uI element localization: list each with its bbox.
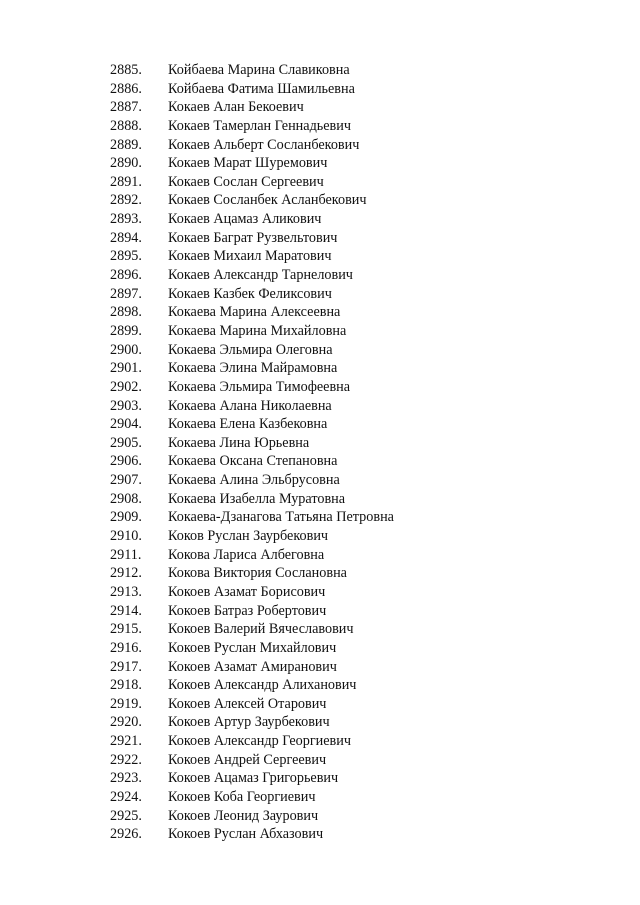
entry-name: Кокаева Оксана Степановна <box>168 453 338 470</box>
list-item <box>110 322 610 341</box>
list-item <box>110 546 610 565</box>
entry-number: 2902. <box>110 378 142 395</box>
entry-name: Кокаева-Дзанагова Татьяна Петровна <box>168 509 394 526</box>
entry-number: 2901. <box>110 360 142 377</box>
entry-number: 2916. <box>110 639 142 656</box>
entry-number: 2895. <box>110 248 142 265</box>
list-item <box>110 471 610 490</box>
entry-number: 2914. <box>110 602 142 619</box>
entry-name: Кокоев Александр Алиханович <box>168 677 357 694</box>
entry-name: Кокаева Алина Эльбрусовна <box>168 472 340 489</box>
list-item <box>110 751 610 770</box>
list-item <box>110 303 610 322</box>
entry-number: 2907. <box>110 472 142 489</box>
entry-name: Кокаева Эльмира Олеговна <box>168 341 333 358</box>
entry-name: Кокоев Артур Заурбекович <box>168 714 330 731</box>
list-item <box>110 769 610 788</box>
entry-name: Кокоев Леонид Заурович <box>168 807 319 824</box>
list-item <box>110 658 610 677</box>
entry-number: 2912. <box>110 565 142 582</box>
entry-number: 2900. <box>110 341 142 358</box>
entry-number: 2913. <box>110 583 142 600</box>
list-item <box>110 713 610 732</box>
entry-name: Кокоев Азамат Борисович <box>168 583 326 600</box>
list-item <box>110 602 610 621</box>
entry-name: Кокаева Марина Алексеевна <box>168 304 341 321</box>
entry-name: Кокаева Изабелла Муратовна <box>168 490 346 507</box>
list-item <box>110 136 610 155</box>
entry-number: 2921. <box>110 733 142 750</box>
entry-name: Кокоев Батраз Робертович <box>168 602 327 619</box>
entry-name: Кокаев Тамерлан Геннадьевич <box>168 117 351 134</box>
list-item <box>110 695 610 714</box>
entry-number: 2909. <box>110 509 142 526</box>
entry-name: Кокаева Лина Юрьевна <box>168 434 310 451</box>
list-item <box>110 825 610 844</box>
entry-name: Кокаева Элина Майрамовна <box>168 360 338 377</box>
entry-name: Коков Руслан Заурбекович <box>168 528 329 545</box>
list-item <box>110 117 610 136</box>
entry-name: Кокова Лариса Албеговна <box>168 546 325 563</box>
list-item <box>110 173 610 192</box>
list-item <box>110 229 610 248</box>
name-list <box>110 61 610 844</box>
entry-number: 2911. <box>110 546 142 563</box>
entry-number: 2903. <box>110 397 142 414</box>
list-item <box>110 359 610 378</box>
list-item <box>110 98 610 117</box>
list-item <box>110 788 610 807</box>
entry-name: Кокоев Ацамаз Григорьевич <box>168 770 339 787</box>
entry-name: Кокоев Руслан Михайлович <box>168 639 337 656</box>
list-item <box>110 639 610 658</box>
entry-name: Кокоев Алексей Отарович <box>168 695 327 712</box>
entry-number: 2891. <box>110 173 142 190</box>
entry-name: Кокоев Руслан Абхазович <box>168 826 324 843</box>
entry-number: 2917. <box>110 658 142 675</box>
entry-number: 2893. <box>110 211 142 228</box>
entry-number: 2906. <box>110 453 142 470</box>
entry-name: Кокаева Марина Михайловна <box>168 322 347 339</box>
list-item <box>110 564 610 583</box>
entry-number: 2922. <box>110 751 142 768</box>
list-item <box>110 191 610 210</box>
list-item <box>110 807 610 826</box>
list-item <box>110 583 610 602</box>
entry-number: 2926. <box>110 826 142 843</box>
entry-name: Кокоев Андрей Сергеевич <box>168 751 327 768</box>
entry-number: 2923. <box>110 770 142 787</box>
list-item <box>110 266 610 285</box>
entry-number: 2920. <box>110 714 142 731</box>
entry-number: 2888. <box>110 117 142 134</box>
list-item <box>110 490 610 509</box>
entry-number: 2919. <box>110 695 142 712</box>
entry-name: Кокаев Сосланбек Асланбекович <box>168 192 367 209</box>
entry-number: 2887. <box>110 99 142 116</box>
list-item <box>110 210 610 229</box>
entry-name: Кокова Виктория Сослановна <box>168 565 347 582</box>
entry-number: 2894. <box>110 229 142 246</box>
entry-number: 2897. <box>110 285 142 302</box>
entry-number: 2924. <box>110 788 142 805</box>
entry-number: 2898. <box>110 304 142 321</box>
entry-number: 2899. <box>110 322 142 339</box>
entry-name: Кокаев Альберт Сосланбекович <box>168 136 360 153</box>
entry-number: 2925. <box>110 807 142 824</box>
entry-name: Кокаев Сослан Сергеевич <box>168 173 324 190</box>
entry-name: Кокоев Валерий Вячеславович <box>168 621 354 638</box>
entry-name: Кокаев Марат Шуремович <box>168 155 328 172</box>
list-item <box>110 341 610 360</box>
list-item <box>110 247 610 266</box>
entry-name: Кокаева Эльмира Тимофеевна <box>168 378 351 395</box>
list-item <box>110 620 610 639</box>
list-item <box>110 527 610 546</box>
entry-name: Кокоев Азамат Амиранович <box>168 658 337 675</box>
entry-name: Кокаев Михаил Маратович <box>168 248 332 265</box>
entry-number: 2908. <box>110 490 142 507</box>
entry-name: Койбаева Фатима Шамильевна <box>168 80 355 97</box>
entry-number: 2905. <box>110 434 142 451</box>
entry-number: 2896. <box>110 267 142 284</box>
entry-name: Кокаев Ацамаз Аликович <box>168 211 322 228</box>
entry-number: 2886. <box>110 80 142 97</box>
list-item <box>110 434 610 453</box>
list-item <box>110 415 610 434</box>
list-item <box>110 61 610 80</box>
entry-number: 2889. <box>110 136 142 153</box>
entry-name: Кокоев Коба Георгиевич <box>168 788 316 805</box>
list-item <box>110 452 610 471</box>
entry-number: 2892. <box>110 192 142 209</box>
entry-name: Кокоев Александр Георгиевич <box>168 733 351 750</box>
entry-name: Кокаев Алан Бекоевич <box>168 99 304 116</box>
list-item <box>110 285 610 304</box>
entry-name: Кокаев Баграт Рузвельтович <box>168 229 338 246</box>
entry-number: 2915. <box>110 621 142 638</box>
entry-name: Кокаев Александр Тарнелович <box>168 267 353 284</box>
entry-number: 2890. <box>110 155 142 172</box>
list-item <box>110 508 610 527</box>
entry-name: Кокаева Алана Николаевна <box>168 397 332 414</box>
list-item <box>110 397 610 416</box>
list-item <box>110 378 610 397</box>
list-item <box>110 676 610 695</box>
entry-number: 2910. <box>110 528 142 545</box>
entry-name: Койбаева Марина Славиковна <box>168 62 350 78</box>
entry-number: 2885. <box>110 62 142 78</box>
entry-name: Кокаев Казбек Феликсович <box>168 285 332 302</box>
list-item <box>110 154 610 173</box>
entry-number: 2904. <box>110 416 142 433</box>
list-item <box>110 732 610 751</box>
entry-name: Кокаева Елена Казбековна <box>168 416 328 433</box>
entry-number: 2918. <box>110 677 142 694</box>
list-item <box>110 80 610 99</box>
